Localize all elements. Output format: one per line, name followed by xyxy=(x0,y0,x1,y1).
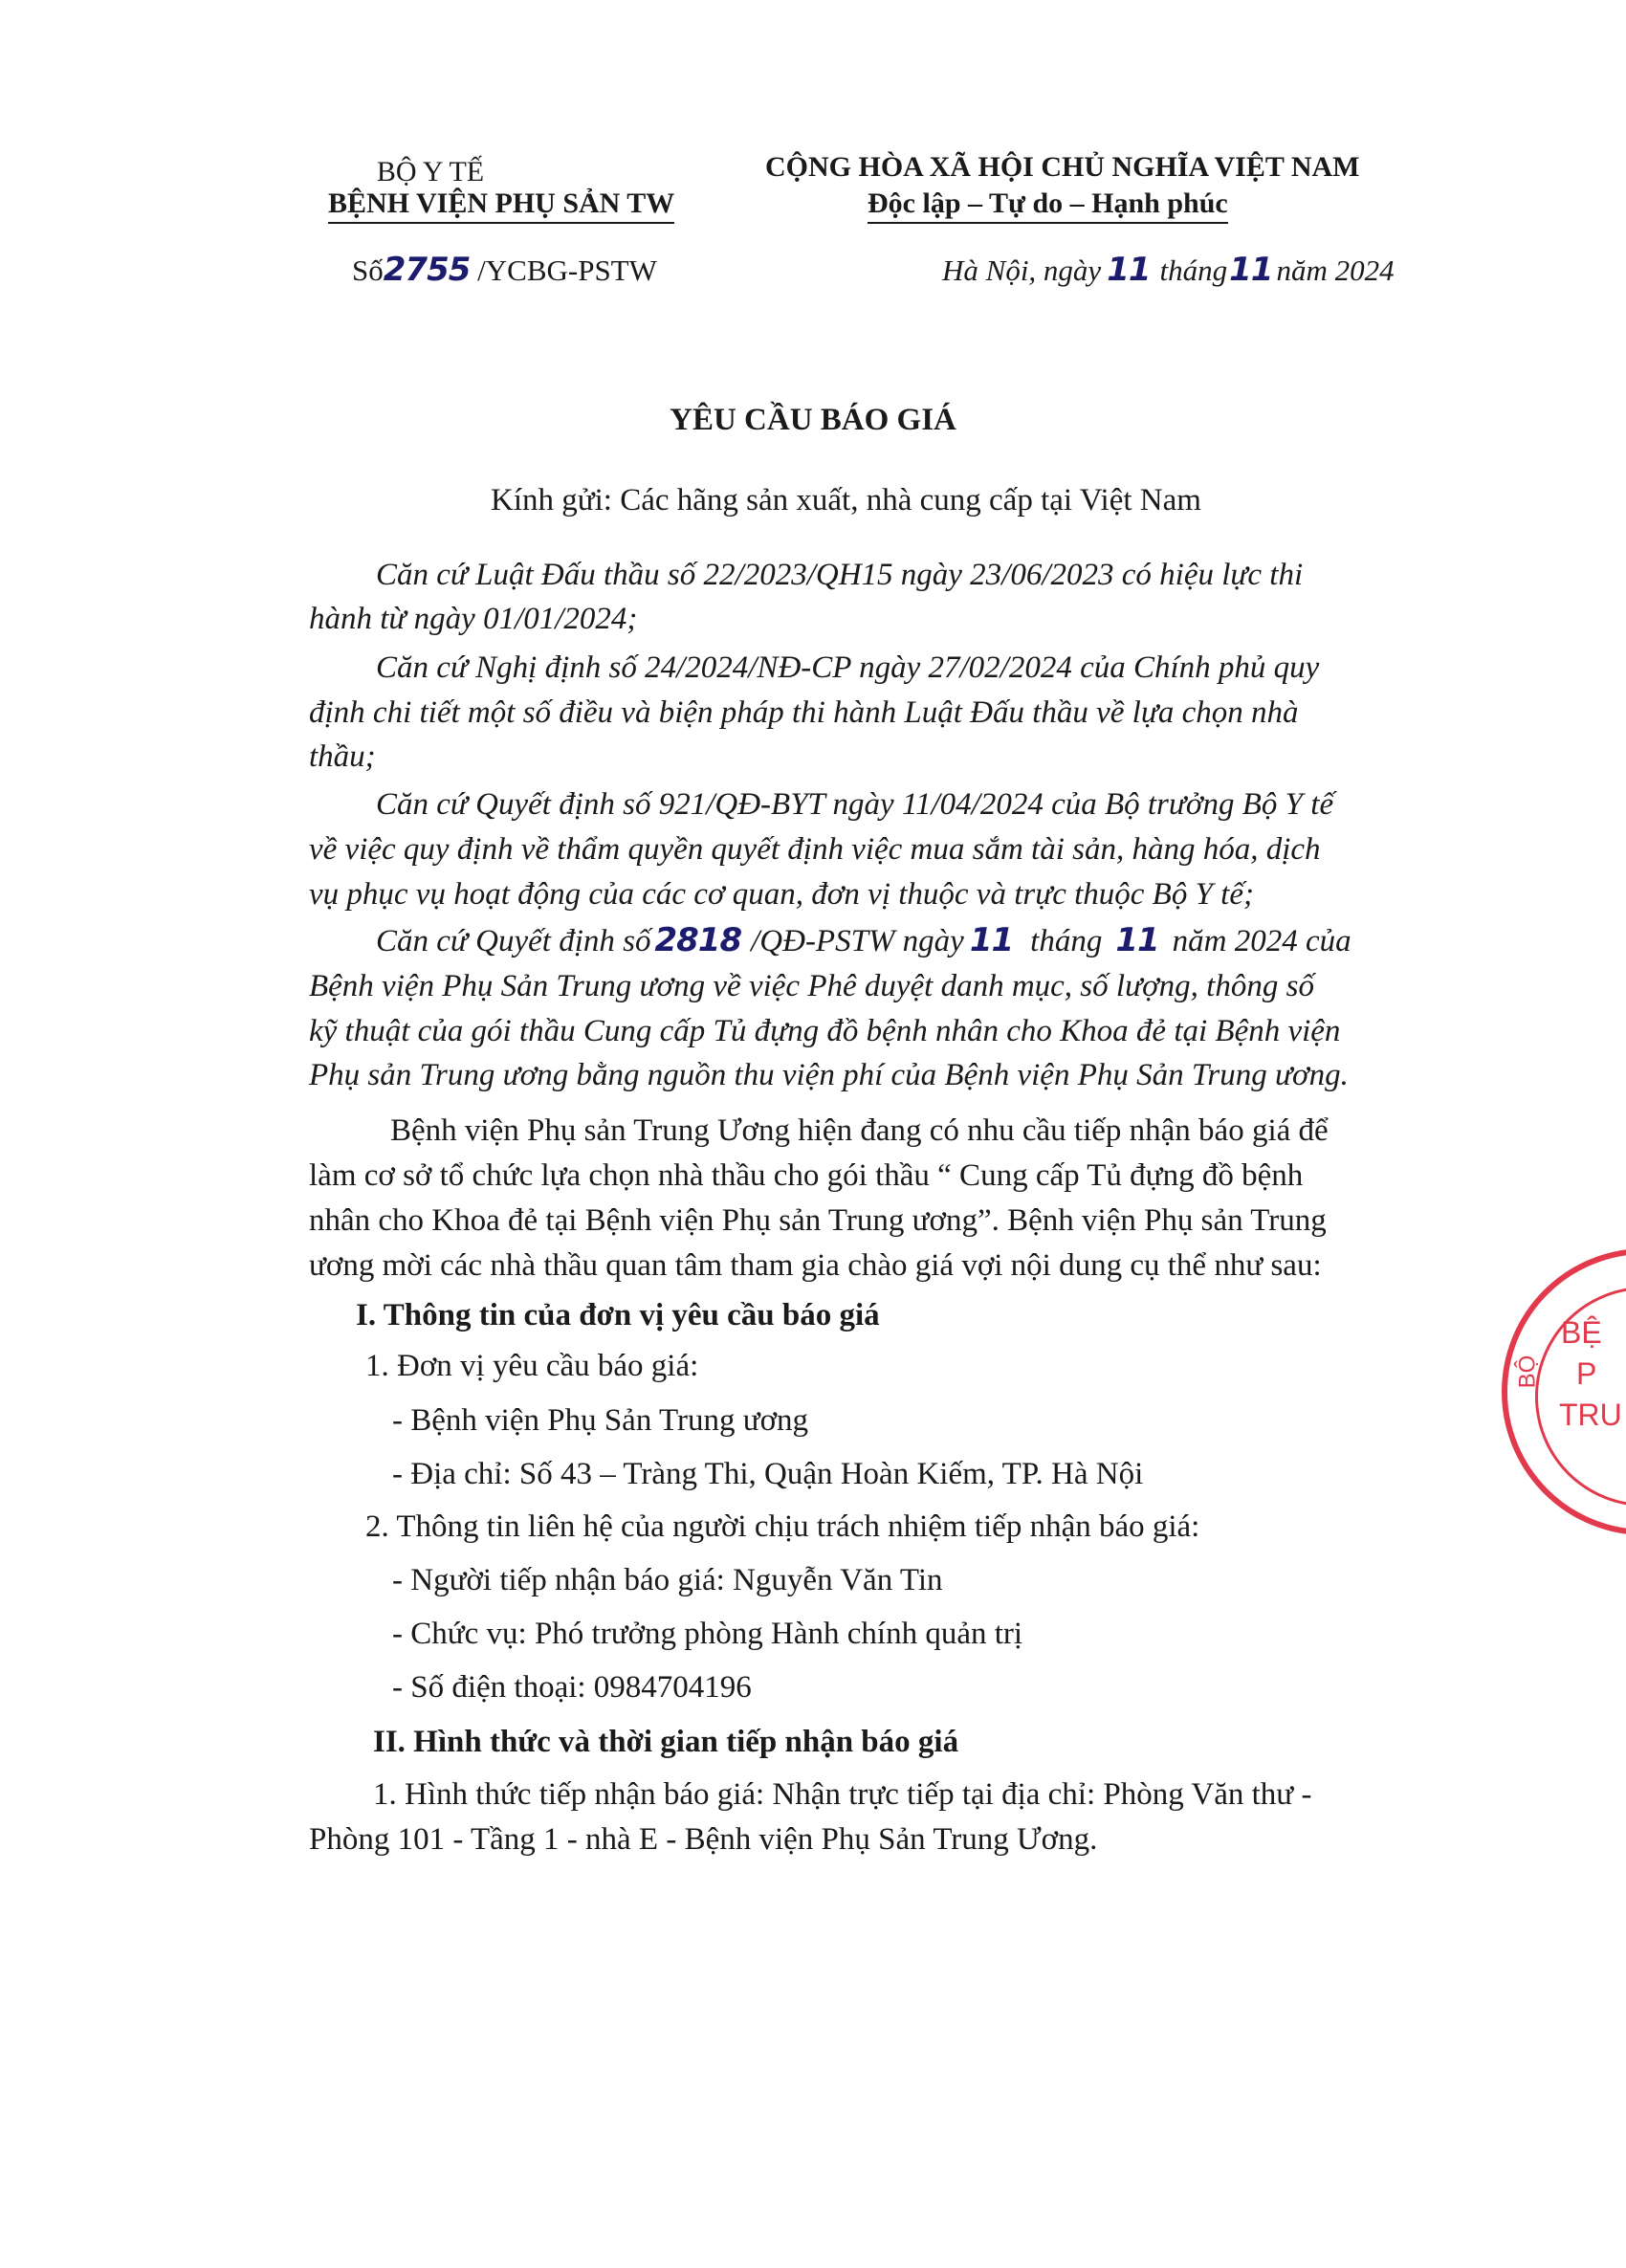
date-year: năm 2024 xyxy=(1276,253,1395,287)
stamp-text-3: TRU xyxy=(1559,1398,1622,1432)
doc-number-suffix: /YCBG-PSTW xyxy=(477,253,657,287)
legal-basis-1-line-1: Căn cứ Luật Đấu thầu số 22/2023/QH15 ngày 23/06/2023 có hiệu lực thi xyxy=(376,558,1304,592)
intro-line-2: làm cơ sở tổ chức lựa chọn nhà thầu cho gói thầu “ Cung cấp Tủ đựng đồ bệnh xyxy=(309,1158,1304,1193)
section-2-heading: II. Hình thức và thời gian tiếp nhận báo giá xyxy=(373,1725,959,1759)
legal-basis-3-line-3: vụ phục vụ hoạt động của các cơ quan, đơn vị thuộc và trực thuộc Bộ Y tế; xyxy=(309,877,1254,912)
date-month-handwritten: 11 xyxy=(1229,251,1273,289)
doc-number-line xyxy=(352,251,657,289)
recipient-line: Kính gửi: Các hãng sản xuất, nhà cung cấp tại Việt Nam xyxy=(491,483,1201,517)
basis4-month-handwritten: 11 xyxy=(1115,921,1159,959)
date-line xyxy=(942,251,1395,289)
legal-basis-3-line-1: Căn cứ Quyết định số 921/QĐ-BYT ngày 11/04/2024 của Bộ trưởng Bộ Y tế xyxy=(376,787,1334,822)
legal-basis-1-line-2: hành từ ngày 01/01/2024; xyxy=(309,602,638,636)
section-1-item-2c: - Số điện thoại: 0984704196 xyxy=(392,1670,752,1705)
legal-basis-4-line-1 xyxy=(376,918,1351,963)
section-1-item-1: 1. Đơn vị yêu cầu báo giá: xyxy=(365,1349,699,1383)
intro-line-3: nhân cho Khoa đẻ tại Bệnh viện Phụ sản Trung ương”. Bệnh viện Phụ sản Trung xyxy=(309,1203,1327,1238)
basis4-prefix: Căn cứ Quyết định số xyxy=(376,924,651,958)
date-day-handwritten: 11 xyxy=(1107,251,1151,289)
legal-basis-4-line-4: Phụ sản Trung ương bằng nguồn thu viện phí của Bệnh viện Phụ Sản Trung ương. xyxy=(309,1058,1349,1092)
legal-basis-3-line-2: về việc quy định về thẩm quyền quyết định việc mua sắm tài sản, hàng hóa, dịch xyxy=(309,832,1321,867)
basis4-number-handwritten: 2818 xyxy=(654,921,742,959)
section-1-item-1a: - Bệnh viện Phụ Sản Trung ương xyxy=(392,1403,809,1438)
date-month-label: tháng xyxy=(1159,253,1228,287)
basis4-mid1: /QĐ-PSTW ngày xyxy=(751,924,964,958)
section-2-item-1-line-1: 1. Hình thức tiếp nhận báo giá: Nhận trực tiếp tại địa chỉ: Phòng Văn thư - xyxy=(373,1777,1312,1812)
national-motto: Độc lập – Tự do – Hạnh phúc xyxy=(868,187,1228,224)
section-1-item-1b: - Địa chỉ: Số 43 – Tràng Thi, Quận Hoàn Kiếm, TP. Hà Nội xyxy=(392,1457,1144,1491)
stamp-text-2: P xyxy=(1576,1356,1597,1391)
legal-basis-4-line-2: Bệnh viện Phụ Sản Trung ương về việc Phê duyệt danh mục, số lượng, thông số xyxy=(309,969,1314,1003)
date-prefix: Hà Nội, ngày xyxy=(942,253,1102,287)
legal-basis-2-line-1: Căn cứ Nghị định số 24/2024/NĐ-CP ngày 27/02/2024 của Chính phủ quy xyxy=(376,650,1320,685)
section-1-item-2a: - Người tiếp nhận báo giá: Nguyễn Văn Tin xyxy=(392,1563,943,1597)
basis4-day-handwritten: 11 xyxy=(969,921,1014,959)
section-1-heading: I. Thông tin của đơn vị yêu cầu báo giá xyxy=(356,1298,880,1332)
legal-basis-2-line-2: định chi tiết một số điều và biện pháp thi hành Luật Đấu thầu về lựa chọn nhà xyxy=(309,695,1299,730)
hospital-name: BỆNH VIỆN PHỤ SẢN TW xyxy=(328,187,674,224)
basis4-mid2: tháng xyxy=(1030,924,1103,958)
doc-number-handwritten: 2755 xyxy=(383,251,471,289)
section-2-item-1-line-2: Phòng 101 - Tầng 1 - nhà E - Bệnh viện Phụ Sản Trung Ương. xyxy=(309,1822,1098,1857)
section-1-item-2b: - Chức vụ: Phó trưởng phòng Hành chính quản trị xyxy=(392,1617,1023,1651)
section-1-item-2: 2. Thông tin liên hệ của người chịu trách nhiệm tiếp nhận báo giá: xyxy=(365,1509,1200,1544)
country-name: CỘNG HÒA XÃ HỘI CHỦ NGHĨA VIỆT NAM xyxy=(765,151,1360,183)
doc-number-prefix: Số xyxy=(352,253,384,287)
basis4-end: năm 2024 của xyxy=(1172,924,1351,958)
legal-basis-2-line-3: thầu; xyxy=(309,739,376,774)
document-title: YÊU CẦU BÁO GIÁ xyxy=(670,403,956,437)
stamp-text-1: BỆ xyxy=(1561,1315,1602,1350)
intro-line-1: Bệnh viện Phụ sản Trung Ương hiện đang có nhu cầu tiếp nhận báo giá để xyxy=(390,1113,1329,1148)
ministry-name: BỘ Y TẾ xyxy=(376,156,485,187)
legal-basis-4-line-3: kỹ thuật của gói thầu Cung cấp Tủ đựng đồ bệnh nhân cho Khoa đẻ tại Bệnh viện xyxy=(309,1014,1341,1048)
stamp-text-4: BỘ xyxy=(1514,1354,1541,1389)
intro-line-4: ương mời các nhà thầu quan tâm tham gia chào giá vợi nội dung cụ thể như sau: xyxy=(309,1248,1322,1283)
